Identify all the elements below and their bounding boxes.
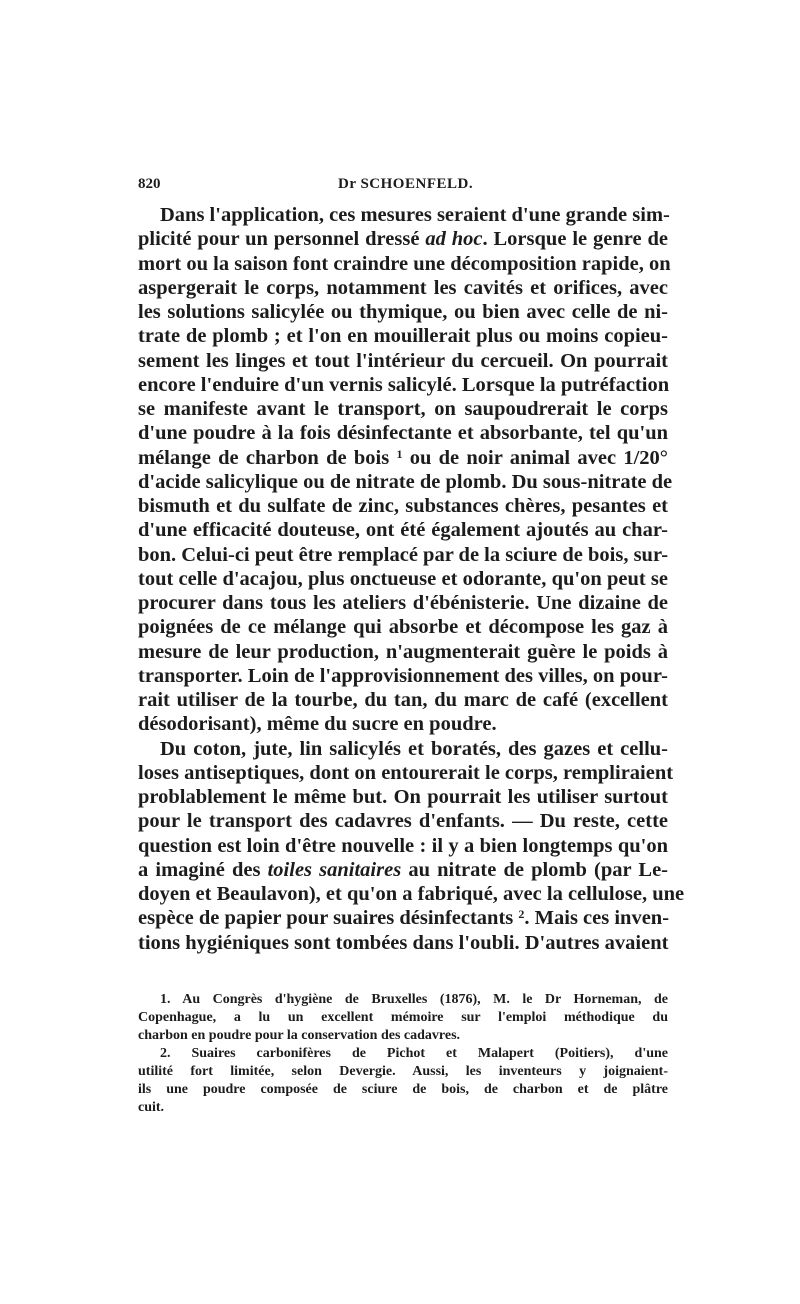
text-line: poignées de ce mélange qui absorbe et décompose les gaz à — [138, 616, 668, 639]
text-line: procurer dans tous les ateliers d'ébénisterie. Une dizaine de — [138, 592, 668, 614]
text-line: mélange de charbon de bois $^1$ ou de noir animal avec 1/20° — [138, 446, 669, 469]
text-line: se manifeste avant le transport, on saupoudrerait le corps — [138, 398, 668, 420]
text-line: mort ou la saison font craindre une décomposition rapide, on — [138, 252, 671, 275]
text-line: rait utiliser de la tourbe, du tan, du marc de café (excellent — [138, 689, 668, 711]
text-line: bon. Celui-ci peut être remplacé par de la sciure de bois, sur- — [138, 543, 669, 566]
text-line: d'acide salicylique ou de nitrate de plomb. Du sous-nitrate de — [138, 470, 673, 493]
page-number: 820 — [138, 176, 161, 192]
footnote-line: 1. Au Congrès d'hygiène de Bruxelles (1876), M. le Dr Horneman, de — [160, 992, 668, 1007]
footnote-line: charbon en poudre pour la conservation des cadavres. — [138, 1028, 461, 1043]
footnote-line: ils une poudre composée de sciure de bois, de charbon et de plâtre — [138, 1082, 668, 1097]
text-line: d'une efficacité douteuse, ont été également ajoutés au char- — [138, 519, 668, 542]
text-line: encore l'enduire d'un vernis salicylé. Lorsque la putréfaction — [138, 373, 670, 396]
text-line: trate de plomb ; et l'on en mouillerait plus ou moins copieu- — [138, 325, 668, 348]
text-line: mesure de leur production, n'augmenterait guère le poids à — [138, 640, 668, 663]
footnote-line: utilité fort limitée, selon Devergie. Aussi, les inventeurs y joignaient- — [138, 1064, 668, 1079]
italic-phrase: ad hoc — [425, 228, 483, 251]
text-line: Dans l'application, ces mesures seraient d'une grande sim- — [160, 204, 670, 226]
footnotes — [138, 991, 668, 1117]
text-line: tions hygiéniques sont tombées dans l'oubli. D'autres avaient — [138, 931, 669, 954]
text-line: transporter. Loin de l'approvisionnement des villes, on pour- — [138, 664, 668, 687]
text-line: tout celle d'acajou, plus onctueuse et odorante, qu'on peut se — [138, 567, 668, 590]
text-line: loses antiseptiques, dont on entourerait le corps, rempliraient — [138, 761, 674, 784]
text-line: doyen et Beaulavon), et qu'on a fabriqué, avec la cellulose, une — [138, 883, 685, 905]
text-line: aspergerait le corps, notamment les cavités et orifices, avec — [138, 276, 668, 299]
text-line: les solutions salicylée ou thymique, ou bien avec celle de ni- — [138, 301, 668, 323]
text-line: pour le transport des cadavres d'enfants. — Du reste, cette — [138, 810, 668, 833]
footnote-line: 2. Suaires carbonifères de Pichot et Malapert (Poitiers), d'une — [160, 1046, 668, 1061]
text-line: problablement le même but. On pourrait les utiliser surtout — [138, 786, 668, 808]
running-head — [138, 176, 668, 198]
running-head-author: Dr SCHOENFELD. — [338, 176, 474, 192]
main-text — [138, 203, 685, 955]
text-line: Du coton, jute, lin salicylés et boratés, des gazes et cellu- — [160, 737, 668, 760]
text-line: désodorisant), même du sucre en poudre. — [138, 713, 497, 736]
text-line: a imaginé des toiles sanitaires au nitrate de plomb (par Le- — [138, 858, 668, 881]
text-line: espèce de papier pour suaires désinfectants $^2$. Mais ces inven- — [138, 907, 670, 930]
text-line: question est loin d'être nouvelle : il y a bien longtemps qu'on — [138, 834, 668, 857]
footnote-line: Copenhague, a lu un excellent mémoire sur l'emploi méthodique du — [138, 1010, 668, 1025]
text-line: bismuth et du sulfate de zinc, substances chères, pesantes et — [138, 495, 668, 517]
text-line: sement les linges et tout l'intérieur du cercueil. On pourrait — [138, 349, 668, 372]
footnote-line: cuit. — [138, 1100, 165, 1115]
text-line: d'une poudre à la fois désinfectante et absorbante, tel qu'un — [138, 422, 668, 445]
italic-phrase: toiles sanitaires — [267, 858, 402, 881]
footnote-ref-2: 2 — [518, 907, 525, 922]
text-line: plicité pour un personnel dressé ad hoc. Lorsque le genre de — [138, 228, 668, 251]
footnote-ref-1: 1 — [396, 446, 403, 461]
